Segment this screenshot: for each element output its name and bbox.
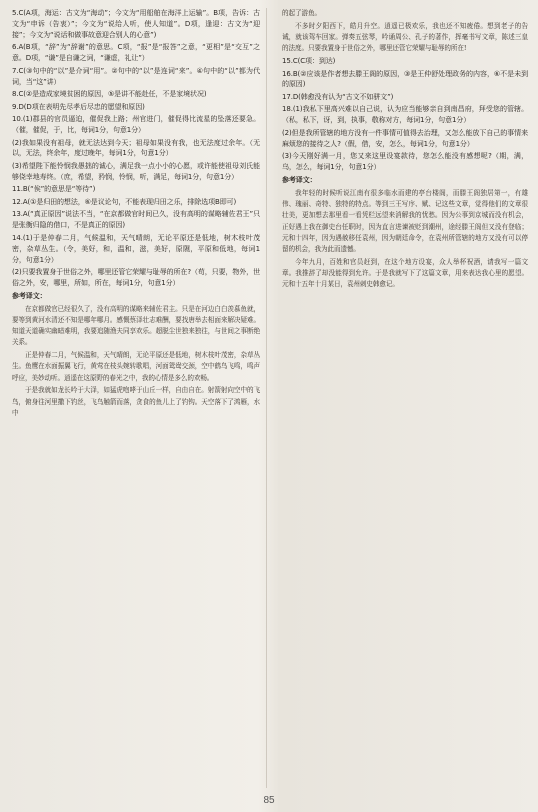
translation-paragraph: 在京都做官已经很久了，没有高明的谋略来辅佐君主。只是在河边白白羡慕鱼就，要等到黄河水清还不知是哪年哪月。感慨蔡泽壮志难酬，要找唐举去相面来解决疑难。知道天道确实幽暗难明，我要追随渔夫同享欢乐。超脱尘世独来独往，与世间之事断绝关系。	[12, 304, 260, 347]
answer-item: 7.C(③句中的“以”是介词“用”。②句中的“以”是连词“来”。④句中的“以”都为代词，当“这”讲）	[12, 66, 260, 86]
translation-heading: 参考译文：	[282, 176, 317, 185]
answer-item: 17.D(韩愈没有认为“古文不如骈文”)	[282, 92, 394, 101]
answer-item: 16.B(②应该是作者想去滕王阁的原因，③是王仲舒处理政务的内容，⑥不是未到的原因)	[282, 69, 528, 89]
answer-item: 10.(1)郡县的官员逼迫，催促我上路；州官进门，催促得比流星的坠落还要急。（催，催促，于，比，每词1分，句意1分）	[12, 115, 260, 135]
translation-paragraph: 于是我就如龙长吟于大泽，如猛虎咆哮于山丘一样，自由自在。射箭射向空中的飞鸟，俯身往河里撒下钓丝，飞鸟触箭而落，贪食的鱼儿上了钓钩。天空落下了鸿雁，水中	[12, 386, 260, 417]
translation-paragraph: 今年九月，百姓和官员赶到，在这个地方设宴，众人举杯祝酒，请我写一篇文章。我推辞了却没能得到允许。于是我就写下了这篇文章，用来表达我心里的愿望。元和十五年十月某日，袁州刺史韩愈记。	[282, 257, 528, 289]
translation-paragraph: 的起了游鱼。	[282, 9, 321, 17]
answer-item: 15.C(C项：到达)	[282, 57, 336, 65]
answer-item: 11.B(“俟”的意思是“等待”)	[12, 185, 96, 194]
reference-translation	[282, 188, 528, 290]
answer-item: 6.A(B项，“辞”为“辞谢”的意思。C项，“报”是“报答”之意，“更相”是“交互”之意。D项，“谦”是自谦之词，“谦虚，礼让”）	[12, 43, 260, 63]
right-column	[282, 8, 528, 292]
answer-item: 14.(1)于是仲春二月，气候温和，天气晴朗，无论平原还是低地，树木枝叶茂密，杂草丛生。（令，美好，和，温和，滋，美好，原隰，平原和低地，每词1分，句意1分）	[12, 233, 260, 264]
page-number: 85	[263, 795, 275, 806]
answer-item: (2)只要我置身于世俗之外，哪里还管它荣耀与耻辱的所在?（苟，只要，物外，世俗之外，安，哪里，所如，所在，每词1分，句意1分）	[12, 268, 260, 287]
answer-item: 9.D(D项在表明先尽孝后尽忠的愿望和原因)	[12, 102, 145, 111]
left-column	[12, 8, 260, 421]
column-divider	[266, 8, 267, 788]
answer-item: 12.A(①是归田的想法，⑥是议论句，不能表现归田之乐，排除选项B即可)	[12, 197, 237, 206]
translation-paragraph: 我年轻的时候听说江南有很多临水而建的亭台楼阁，而滕王阁独居第一，有雄伟、瑰丽、奇特、独特的特点。等到三王写序、赋、记这些文章，觉得他们的文章很壮美，更加想去那里看一看凭栏远望来消解我的忧愁。因为公事到京城而没有机会，正好遇上我在御史台任职时，因为直言进谏被贬到潮州，途经滕王阁但又没有登临；元和十四年，因为遇赦移任袁州，因为朝廷命令，在袁州所管辖的地方又没有可以停留的机会，我为此而遗憾。	[282, 188, 528, 253]
answer-item: 5.C(A项，海运：古文为“海动”；今文为“用船舶在海洋上运输”。B项，告诉：古文为“申诉（告衷）”；今文为“说给人听，使人知道”。D项，逢迎：古文为“迎接”；今文为“说话和做事故意迎合别人的心意”)	[12, 9, 260, 39]
answer-item: (2)我如果没有祖母，就无法达到今天；祖母如果没有我，也无法度过余年。（无以，无法，终余年，度过晚年，每词1分，句意1分）	[12, 138, 260, 158]
answer-item: (2)但是我所管辖的地方没有一件事情可值得去治理，又怎么能放下自己的事情来麻烦您的接待之人?（假，借，安，怎么，每词1分，句意1分）	[282, 128, 528, 148]
answer-item: 18.(1)我私下里高兴难以自己说，认为应当能够亲自到南昌府，拜受您的管辖。（私，私下，讶，到，执事，敬称对方，每词1分，句意1分）	[282, 105, 528, 125]
translation-paragraph: 正是仲春二月，气候温和，天气晴朗，无论平原还是低地，树木枝叶茂密，杂草丛生。鱼鹰在水面振翼飞行，黄莺在枝头婉转歌唱，河面鸳鸯交颈，空中鹤鸟飞鸣，鸣声呼应，美妙动听。逍遥在这原野的春光之中，我的心情是多么的欢畅。	[12, 351, 260, 382]
answer-item: (3)希望陛下能怜悯我愚拙的诚心，满足我一点小小的心愿，或许能使祖母刘氏能够侥幸地寿终。（庶，希望，矜悯，怜悯，听，满足，每词1分，句意1分）	[12, 161, 260, 181]
translation-paragraph: 不多时夕阳西下，皓月升空。逍遥已极欢乐，我也还不知疲倦。想到老子的告诫，就该驾车回家。弹奏五弦琴，吟诵周公、孔子的著作，挥毫书写文章，陈述三皇的法度。只要我置身于世俗之外，哪里还管它荣耀与耻辱的所在!	[282, 21, 528, 53]
answer-item: 8.C(②是造成家境贫困的原因，⑤是讲不能赴任，不是家境状况)	[12, 90, 207, 99]
answer-item: 13.A(“真正原因”说法不当，“在京都做官时间已久，没有高明的谋略辅佐君王”只是张衡归隐的借口，不是真正的原因)	[12, 210, 260, 230]
translation-heading: 参考译文：	[12, 291, 47, 300]
reference-translation	[12, 304, 260, 419]
answer-item: (3)今天刚好满一月，您又来这里设宴款待，您怎么能没有感想呢?（期，满，乌，怎么，每词1分，句意1分）	[282, 152, 528, 172]
translation-continued	[282, 8, 528, 54]
